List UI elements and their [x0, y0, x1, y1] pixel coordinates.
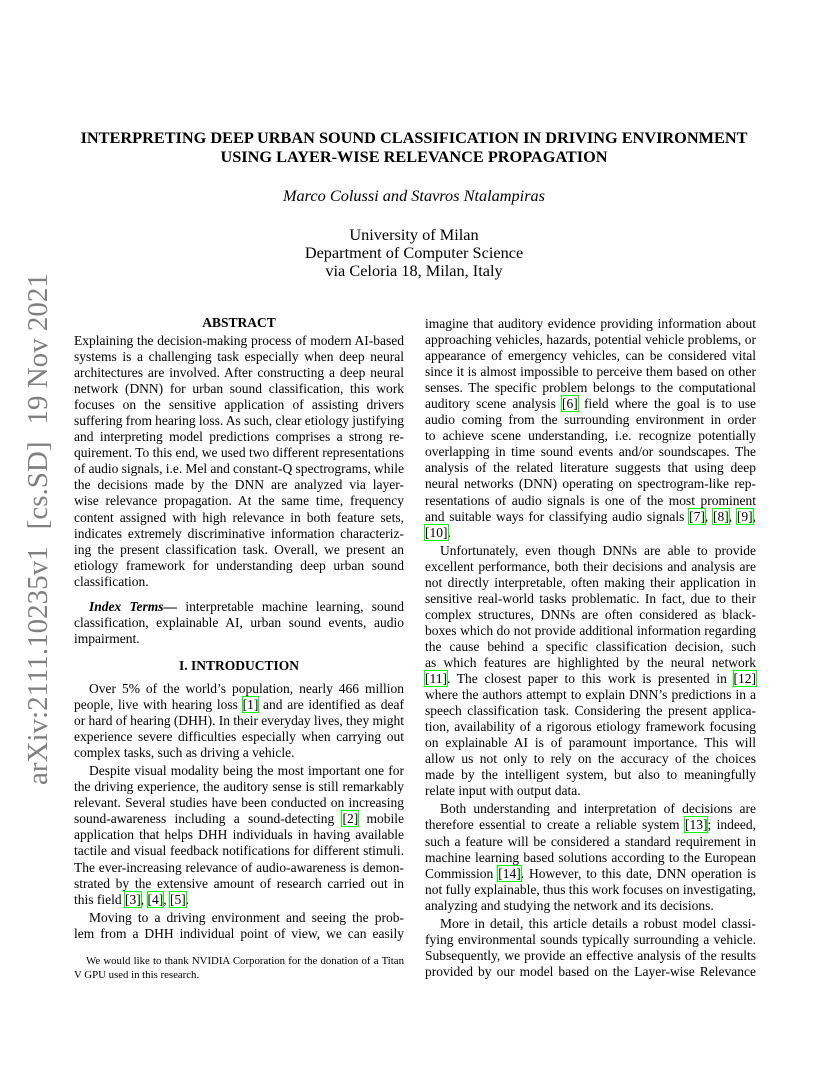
index-terms — [74, 599, 404, 647]
text-line: not directly interpretable, often making their application in — [425, 574, 756, 590]
arxiv-category: [cs.SD] — [22, 441, 54, 530]
paragraph — [74, 910, 404, 942]
text-line: Both understanding and interpretation of decisions are — [440, 801, 756, 817]
text-line: V GPU used in this research. — [74, 969, 200, 981]
introduction-body — [74, 681, 404, 942]
text-line: Moving to a driving environment and seeing the prob- — [89, 909, 404, 925]
citation-link[interactable]: [8] — [713, 508, 729, 524]
text-line: [10]. — [425, 524, 451, 540]
paragraph — [74, 681, 404, 761]
text-line: etiology framework for understanding deep urban sound — [74, 557, 404, 573]
citation-link[interactable]: [10] — [425, 524, 448, 540]
affiliation-line: Department of Computer Science — [304, 243, 524, 262]
arxiv-date: 19 Nov 2021 — [22, 273, 54, 425]
text-line: The ever-increasing relevance of audio-awareness is demon- — [74, 859, 404, 875]
text-line: tactile and visual feedback notifications for different stimuli. — [74, 843, 404, 859]
paragraph — [74, 599, 404, 647]
text-line: sound-awareness including a sound-detecting [2] mobile — [74, 811, 404, 827]
text-line: neural networks (DNN) operating on spectrogram-like rep- — [425, 476, 756, 492]
text-line: ing the present classification task. Overall, we present an — [74, 541, 404, 557]
paragraph — [425, 801, 756, 913]
text-line: to achieve scene understanding, i.e. recognize potentially — [425, 428, 756, 444]
text-line: Commission [14]. However, to this date, DNN operation is — [425, 865, 757, 881]
affiliation-line: via Celoria 18, Milan, Italy — [325, 261, 503, 280]
text-line: wise relevance propagation. At the same time, frequency — [74, 493, 404, 509]
text-line: and suitable ways for classifying audio signals [7], [8], [9], — [425, 508, 757, 524]
text-line: speech classification task. Considering the present applica- — [425, 703, 756, 719]
citation-link[interactable]: [7] — [689, 508, 705, 524]
text-line: [11]. The closest paper to this work is presented in [12] — [425, 671, 756, 687]
citation-link[interactable]: [5] — [170, 891, 186, 907]
text-line: allow us not only to rely on the accuracy of the choices — [425, 751, 756, 767]
citation-link[interactable]: [2] — [342, 811, 359, 827]
text-line: network (DNN) for urban sound classification, this work — [74, 381, 404, 397]
text-line: Over 5% of the world’s population, nearly 466 million — [89, 681, 404, 696]
citation-link[interactable]: [13] — [684, 817, 708, 833]
right-column-body — [425, 316, 756, 980]
citation-link[interactable]: [9] — [736, 508, 753, 524]
arxiv-stamp — [20, 273, 56, 785]
text-line: where the authors attempt to explain DNN’s predictions in a — [425, 687, 756, 703]
text-line: indicates extremely discriminative information characteriz- — [74, 525, 404, 541]
text-line: the cause behind a specific classification decision, such — [425, 638, 756, 654]
text-line: application that helps DHH individuals in having available — [74, 827, 404, 843]
text-line: senses. The specific problem belongs to the computational — [425, 380, 756, 396]
abstract-heading: ABSTRACT — [202, 315, 276, 330]
paragraph — [74, 333, 404, 590]
text-line: lem from a DHH individual point of view, we can easily — [74, 925, 404, 941]
text-line: complex structures, DNNs are often considered as black- — [425, 606, 756, 622]
text-line: architectures are involved. After constructing a deep neural — [74, 365, 404, 381]
text-line: therefore essential to create a reliable system [13]; indeed, — [425, 817, 757, 833]
text-line: Explaining the decision-making process of modern AI-based — [74, 333, 404, 348]
text-line: not fully explainable, thus this work focuses on investigating, — [425, 881, 756, 897]
text-line: or hard of hearing (DHH). In their everyday lives, they might — [74, 713, 404, 729]
text-line: impairment. — [74, 631, 140, 647]
text-line: this field [3], [4], [5]. — [74, 891, 190, 907]
text-line: complex tasks, such as driving a vehicle. — [74, 745, 295, 761]
text-line: the decisions made by the DNN are analyzed via layer- — [74, 477, 404, 493]
title-line: USING LAYER-WISE RELEVANCE PROPAGATION — [220, 147, 608, 166]
arxiv-id: arXiv:2111.10235v1 — [22, 546, 54, 785]
text-line: the driving experience, the auditory sense is still remarkably — [74, 779, 404, 795]
citation-link[interactable]: [14] — [498, 865, 521, 881]
paragraph — [425, 316, 756, 541]
text-line: content assigned with high relevance in both feature sets, — [74, 509, 404, 525]
abstract-body — [74, 333, 404, 590]
text-line: people, live with hearing loss [1] and are identified as deaf — [74, 697, 404, 713]
text-line: fying environmental sounds typically surrounding a vehicle. — [425, 931, 756, 947]
text-line: as which features are highlighted by the neural network — [425, 654, 756, 670]
text-line: resentations of audio signals is one of the most prominent — [425, 492, 756, 508]
section-heading-introduction: I. INTRODUCTION — [178, 658, 300, 673]
text-line: such a feature will be considered a standard requirement in — [425, 833, 756, 849]
text-line — [74, 599, 404, 615]
text-line: suffering from hearing loss. As such, clear etiology justifying — [74, 413, 404, 429]
text-line: sensitive real-world tasks problematic. In fact, due to their — [425, 590, 756, 606]
text-line: focuses on the sensitive application of assisting drivers — [74, 397, 404, 413]
text-line: auditory scene analysis [6] field where the goal is to use — [425, 396, 756, 412]
text-line: boxes which do not provide additional information regarding — [425, 622, 756, 638]
text-line: relate input with output data. — [425, 783, 581, 799]
text-line: on explainable AI is of paramount importance. This will — [425, 735, 756, 751]
footnote — [74, 954, 404, 982]
citation-link[interactable]: [12] — [733, 671, 756, 687]
paragraph — [74, 763, 404, 907]
text-line: quirement. To this end, we used two different representations — [74, 445, 404, 461]
text-line: and interpreting model predictions comprises a strong re- — [74, 429, 404, 445]
index-terms-text: interpretable machine learning, sound — [185, 599, 404, 614]
footnote-text — [74, 954, 404, 982]
text-line: We would like to thank NVIDIA Corporation for the donation of a Titan — [86, 955, 404, 967]
text-line: analysis of the related literature suggests that using deep — [425, 460, 756, 476]
citation-link[interactable]: [6] — [562, 396, 578, 412]
text-line: Subsequently, we provide an effective analysis of the results — [425, 947, 756, 963]
citation-link[interactable]: [3] — [125, 891, 141, 907]
text-line: classification, explainable AI, urban sound events, audio — [74, 615, 404, 631]
text-line: approaching vehicles, hazards, potential vehicle problems, or — [425, 332, 756, 348]
text-line: tion, availability of a rigorous etiology framework focusing — [425, 719, 756, 735]
paragraph — [425, 543, 756, 800]
citation-link[interactable]: [11] — [425, 671, 447, 687]
text-line: overlapping in time sound events and/or soundscapes. The — [425, 444, 756, 460]
text-line: relevant. Several studies have been conducted on increasing — [74, 795, 404, 811]
text-line: Despite visual modality being the most important one for — [89, 763, 404, 779]
text-line: provided by our model based on the Layer-wise Relevance — [425, 963, 756, 979]
text-line: systems is a challenging task especially when deep neural — [74, 349, 404, 365]
text-line: analyzing and studying the network and its decisions. — [425, 897, 714, 913]
citation-link[interactable]: [4] — [147, 891, 164, 907]
index-terms-label: Index Terms— — [89, 599, 178, 614]
affiliation-line: University of Milan — [349, 225, 479, 244]
text-line: classification. — [74, 573, 149, 589]
paragraph — [425, 916, 756, 980]
text-line: since it is almost impossible to perceive them based on other — [425, 364, 756, 380]
paper-title — [0, 128, 828, 166]
text-line: audio coming from the surrounding environment in order — [425, 412, 756, 428]
author-list: Marco Colussi and Stavros Ntalampiras — [282, 186, 546, 205]
title-line: INTERPRETING DEEP URBAN SOUND CLASSIFICATION IN DRIVING ENVIRONMENT — [80, 128, 748, 147]
text-line: imagine that auditory evidence providing information about — [425, 316, 756, 331]
text-line: of audio signals, i.e. Mel and constant-Q spectrograms, while — [74, 461, 404, 477]
affiliation — [0, 226, 828, 280]
text-line: excellent performance, both their decisions and analysis are — [425, 558, 756, 574]
text-line: experience severe difficulties especially when carrying out — [74, 729, 404, 745]
citation-link[interactable]: [1] — [242, 697, 259, 713]
text-line: machine learning based solutions according to the European — [425, 849, 756, 865]
text-line: strated by the extensive amount of research carried out in — [74, 875, 404, 891]
text-line: More in detail, this article details a robust model classi- — [440, 915, 756, 931]
text-line: made by the intelligent system, but also to meaningfully — [425, 767, 756, 783]
text-line: appearance of emergency vehicles, can be considered vital — [425, 348, 756, 364]
text-line: Unfortunately, even though DNNs are able to provide — [440, 542, 756, 558]
